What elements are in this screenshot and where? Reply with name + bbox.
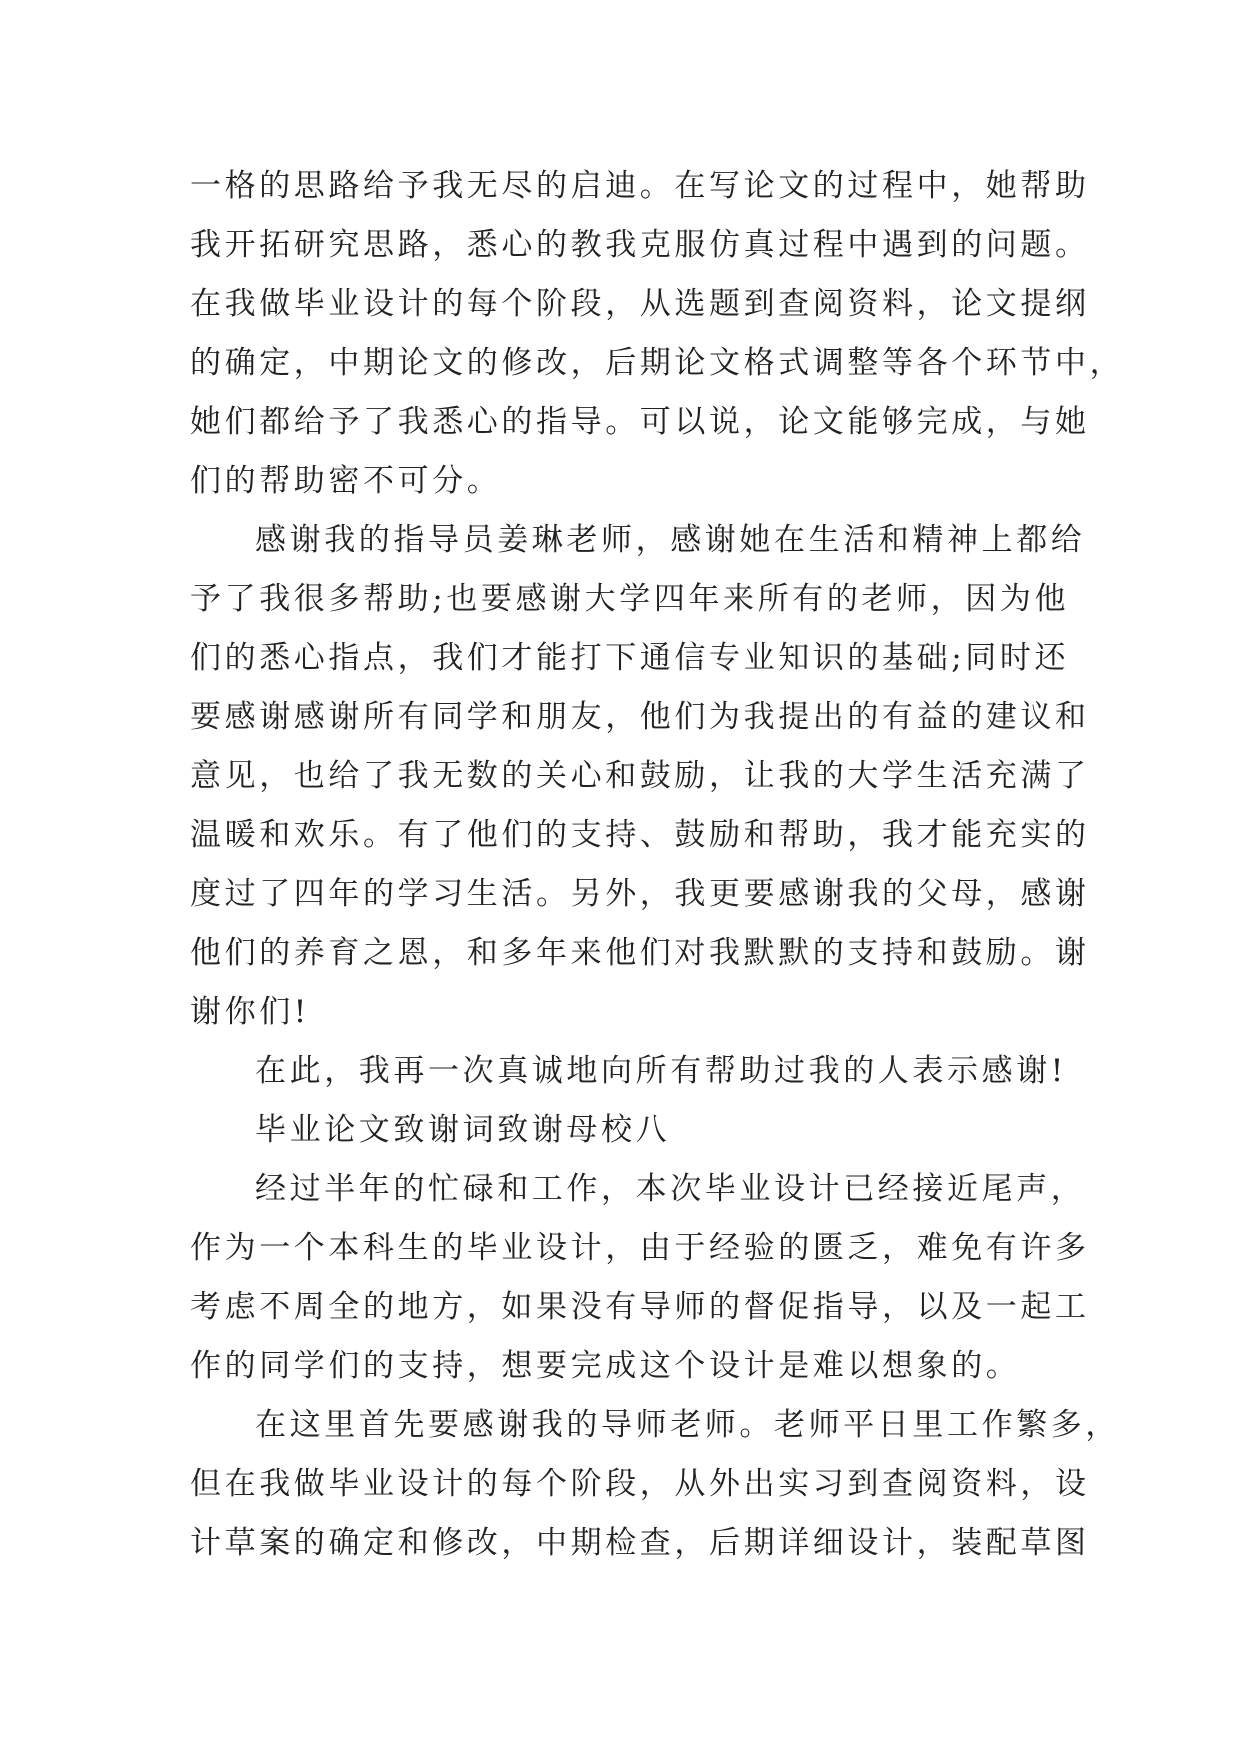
text-line: 他们的养育之恩，和多年来他们对我默默的支持和鼓励。谢 xyxy=(190,935,1090,971)
text-line: 但在我做毕业设计的每个阶段，从外出实习到查阅资料，设 xyxy=(190,1466,1090,1502)
text-line: 经过半年的忙碌和工作，本次毕业设计已经接近尾声， xyxy=(255,1171,1086,1207)
document-body xyxy=(190,157,1125,1573)
text-line: 温暖和欢乐。有了他们的支持、鼓励和帮助，我才能充实的 xyxy=(190,817,1090,853)
text-line: 们的帮助密不可分。 xyxy=(190,463,502,499)
text-line: 意见，也给了我无数的关心和鼓励，让我的大学生活充满了 xyxy=(190,758,1090,794)
text-line: 她们都给予了我悉心的指导。可以说，论文能够完成，与她 xyxy=(190,404,1090,440)
text-line: 们的悉心指点，我们才能打下通信专业知识的基础;同时还 xyxy=(190,640,1070,676)
text-line: 在我做毕业设计的每个阶段，从选题到查阅资料，论文提纲 xyxy=(190,286,1090,322)
text-line: 谢你们! xyxy=(190,994,310,1030)
text-line: 作为一个本科生的毕业设计，由于经验的匮乏，难免有许多 xyxy=(190,1230,1090,1266)
text-line: 度过了四年的学习生活。另外，我更要感谢我的父母，感谢 xyxy=(190,876,1090,912)
text-line: 作的同学们的支持，想要完成这个设计是难以想象的。 xyxy=(190,1348,1021,1384)
text-line: 一格的思路给予我无尽的启迪。在写论文的过程中，她帮助 xyxy=(190,168,1090,204)
text-line: 予了我很多帮助;也要感谢大学四年来所有的老师，因为他 xyxy=(190,581,1070,617)
text-line: 考虑不周全的地方，如果没有导师的督促指导，以及一起工 xyxy=(190,1289,1090,1325)
text-line: 计草案的确定和修改，中期检查，后期详细设计，装配草图 xyxy=(190,1525,1090,1561)
section-heading: 毕业论文致谢词致谢母校八 xyxy=(255,1112,671,1148)
text-line: 在此，我再一次真诚地向所有帮助过我的人表示感谢! xyxy=(255,1053,1067,1089)
text-line: 要感谢感谢所有同学和朋友，他们为我提出的有益的建议和 xyxy=(190,699,1090,735)
text-line: 感谢我的指导员姜琳老师，感谢她在生活和精神上都给 xyxy=(255,522,1086,558)
text-line: 的确定，中期论文的修改，后期论文格式调整等各个环节中， xyxy=(190,345,1125,381)
text-line: 我开拓研究思路，悉心的教我克服仿真过程中遇到的问题。 xyxy=(190,227,1090,263)
text-line: 在这里首先要感谢我的导师老师。老师平日里工作繁多， xyxy=(255,1407,1120,1443)
